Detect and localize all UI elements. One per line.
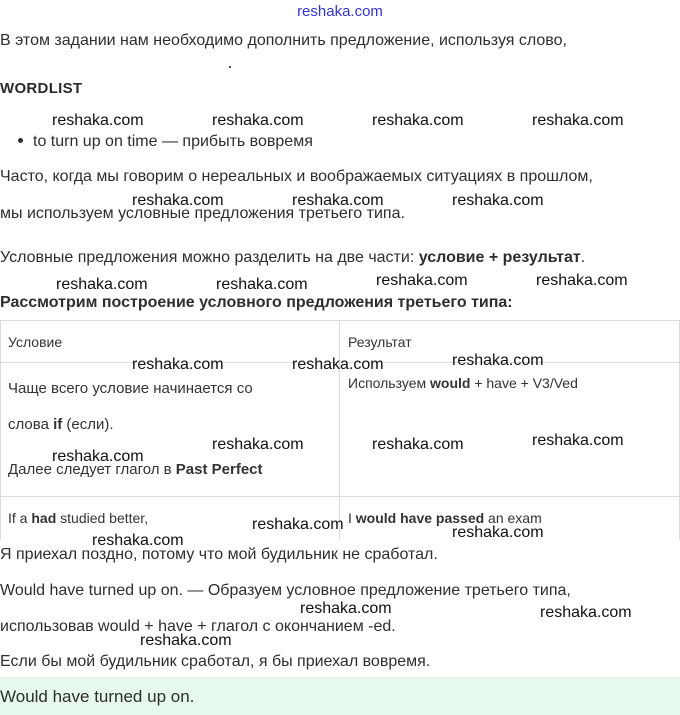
watermark: reshaka.com [212, 436, 304, 453]
watermark: reshaka.com [212, 112, 304, 129]
watermark: reshaka.com [376, 272, 468, 289]
table-border-middle [339, 320, 340, 540]
condition-line-3-pre: Далее следует глагол в [8, 461, 176, 478]
example-condition-post: studied better, [56, 510, 149, 526]
watermark: reshaka.com [132, 192, 224, 209]
watermark: reshaka.com [252, 516, 344, 533]
example-condition-had: had [31, 510, 57, 526]
watermark: reshaka.com [216, 276, 308, 293]
wordlist-item [18, 133, 313, 151]
watermark: reshaka.com [540, 604, 632, 621]
solution-line-1: Would have turned up on. — Образуем условное предложение третьего типа, [0, 582, 571, 599]
table-header-condition: Условие [8, 334, 63, 350]
example-condition-pre: If a [8, 510, 32, 526]
explanation-line-1: Часто, когда мы говорим о нереальных и воображаемых ситуациях в прошлом, [0, 168, 593, 185]
table-header-result: Результат [348, 334, 412, 350]
parts-prefix: Условные предложения можно разделить на две части: [0, 249, 419, 266]
watermark: reshaka.com [292, 192, 384, 209]
result-post: + have + V3/Ved [470, 375, 578, 391]
wordlist-item-text: to turn up on time — прибыть вовремя [33, 133, 313, 150]
watermark: reshaka.com [452, 192, 544, 209]
stray-dot [229, 66, 231, 68]
watermark: reshaka.com [292, 356, 384, 373]
intro-text: В этом задании нам необходимо дополнить предложение, используя слово, [0, 32, 567, 49]
example-result-would-have-passed: would have passed [355, 510, 485, 526]
table-border-top [0, 320, 680, 321]
result-would: would [430, 375, 471, 391]
construction-heading: Рассмотрим построение условного предложения третьего типа: [0, 294, 513, 311]
translation-text: Если бы мой будильник сработал, я бы приехал вовремя. [0, 653, 431, 670]
watermark: reshaka.com [452, 524, 544, 541]
example-result-post: an exam [484, 510, 542, 526]
site-link[interactable]: reshaka.com [297, 3, 383, 20]
wordlist-title: WORDLIST [0, 80, 83, 97]
table-border-left [0, 320, 1, 540]
watermark: reshaka.com [140, 632, 232, 649]
watermark: reshaka.com [52, 112, 144, 129]
watermark: reshaka.com [372, 436, 464, 453]
answer-text: Would have turned up on. [0, 687, 195, 706]
example-result-pre: I [348, 510, 356, 526]
parts-bold: условие + результат [418, 249, 581, 266]
condition-line-2-post: (если). [62, 416, 114, 433]
parts-suffix: . [580, 249, 586, 266]
condition-if: if [53, 416, 63, 433]
table-border-row [0, 496, 680, 497]
bullet-dot-icon [18, 138, 23, 143]
example-condition [8, 510, 148, 526]
watermark: reshaka.com [132, 356, 224, 373]
task-sentence: Я приехал поздно, потому что мой будильник не сработал. [0, 546, 438, 563]
condition-line-2 [8, 416, 114, 433]
watermark: reshaka.com [52, 448, 144, 465]
result-pre: Используем [348, 375, 430, 391]
watermark: reshaka.com [532, 112, 624, 129]
solution-line-2: использовав would + have + глагол с окончанием -ed. [0, 618, 396, 635]
watermark: reshaka.com [452, 352, 544, 369]
condition-past-perfect: Past Perfect [175, 461, 263, 478]
watermark: reshaka.com [532, 432, 624, 449]
watermark: reshaka.com [56, 276, 148, 293]
watermark: reshaka.com [300, 600, 392, 617]
result-text [348, 375, 578, 391]
condition-line-2-pre: слова [8, 416, 54, 433]
parts-text [0, 249, 585, 267]
watermark: reshaka.com [92, 532, 184, 549]
watermark: reshaka.com [536, 272, 628, 289]
explanation-line-2: мы используем условные предложения третьего типа. [0, 205, 405, 222]
condition-line-1: Чаще всего условие начинается со [8, 380, 253, 397]
watermark: reshaka.com [372, 112, 464, 129]
